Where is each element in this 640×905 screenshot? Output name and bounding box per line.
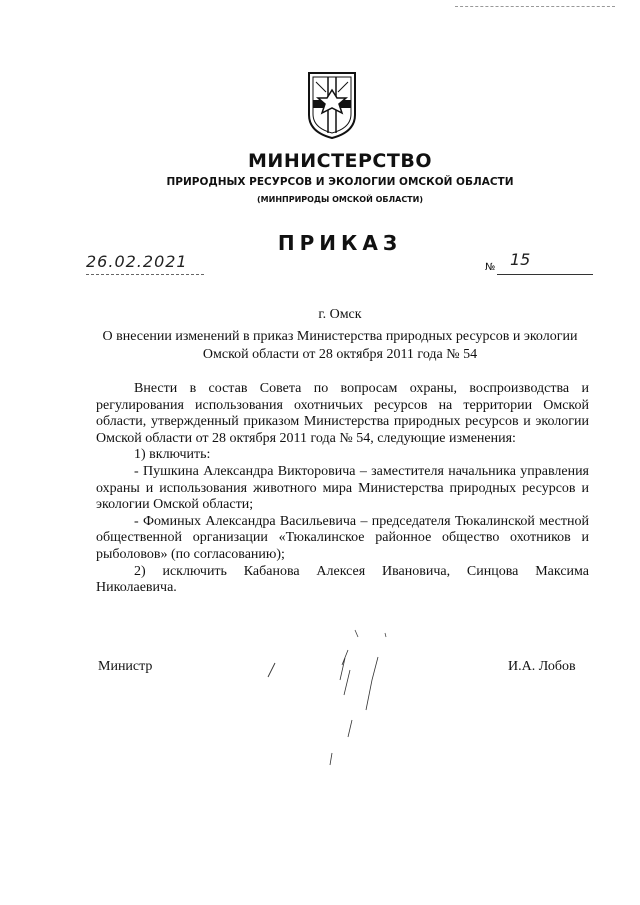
body-item-include-b: - Фоминых Александра Васильевича – председателя Тюкалинской местной общественной организации «Тюкалинское районное общество охотников и рыболовов» (по согласованию); [96,513,589,562]
coat-of-arms-icon [306,70,358,140]
number-label: № [485,262,496,273]
city: г. Омск [318,307,362,322]
body-item-include-a: - Пушкина Александра Викторовича – заместителя начальника управления охраны и использования животного мира Министерства природных ресурсов и экологии Омской области; [96,463,589,513]
signatory-name: И.А. Лобов [508,659,576,674]
body-item-exclude: 2) исключить Кабанова Алексея Ивановича, Синцова Максима Николаевича. [96,563,589,596]
number-underline [497,274,593,275]
body-item-include: 1) включить: [134,447,211,463]
scan-edge-mark [455,6,615,7]
order-number: 15 [510,250,531,269]
document-type: ПРИКАЗ [277,231,403,255]
date-underline [86,274,204,275]
handwritten-signature [260,625,400,775]
org-short-name: (МИНПРИРОДЫ ОМСКОЙ ОБЛАСТИ) [257,195,423,204]
body-intro: Внести в состав Совета по вопросам охраны, воспроизводства и регулирования использования охотничьих ресурсов на территории Омской области, утвержденный приказом Министерства природных ресурсов и экологии Омской области от 28 октября 2011 года № 54, следующие изменения: [96,381,589,446]
order-subject: О внесении изменений в приказ Министерства природных ресурсов и экологии Омской области от 28 октября 2011 года № 54 [102,329,578,362]
order-body [96,381,589,597]
signatory-role: Министр [98,659,153,674]
org-subtitle: ПРИРОДНЫХ РЕСУРСОВ И ЭКОЛОГИИ ОМСКОЙ ОБЛАСТИ [166,176,514,188]
order-date: 26.02.2021 [86,252,188,271]
org-title: МИНИСТЕРСТВО [248,150,432,172]
